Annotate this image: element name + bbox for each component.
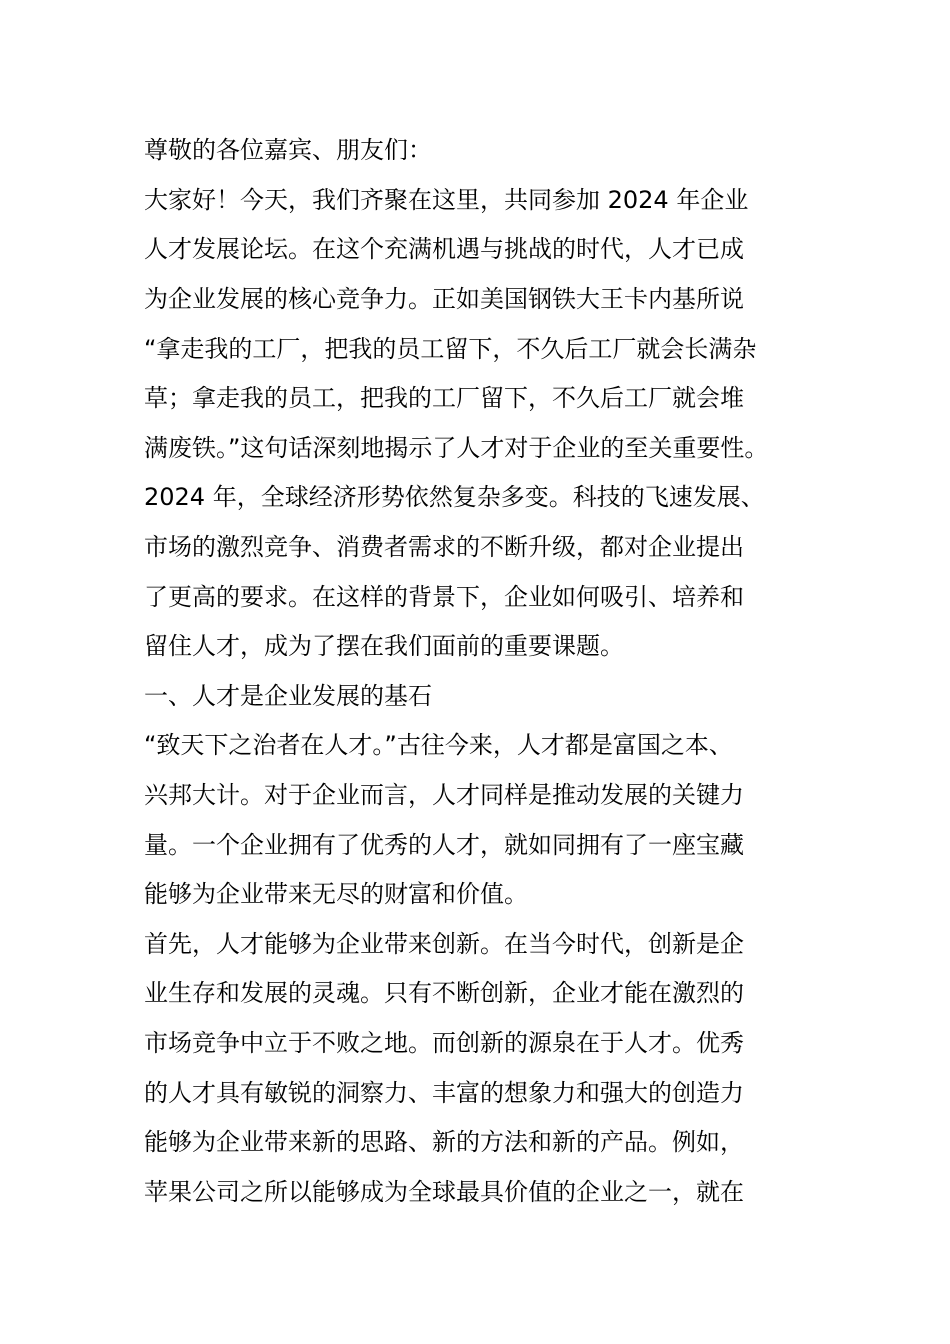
paragraph-line: 人才发展论坛。在这个充满机遇与挑战的时代，人才已成 xyxy=(144,235,744,263)
paragraph-line: 能够为企业带来新的思路、新的方法和新的产品。例如， xyxy=(144,1128,744,1156)
paragraph-line: 能够为企业带来无尽的财富和价值。 xyxy=(144,880,528,908)
paragraph-line: 苹果公司之所以能够成为全球最具价值的企业之一，就在 xyxy=(144,1178,744,1206)
paragraph-line: 了更高的要求。在这样的背景下，企业如何吸引、培养和 xyxy=(144,583,744,611)
paragraph-line: “致天下之治者在人才。”古往今来，人才都是富国之本、 xyxy=(144,731,733,759)
paragraph-line: 草；拿走我的员工，把我的工厂留下，不久后工厂就会堆 xyxy=(144,384,744,412)
paragraph-line: 留住人才，成为了摆在我们面前的重要课题。 xyxy=(144,632,624,660)
paragraph-line: 量。一个企业拥有了优秀的人才，就如同拥有了一座宝藏 xyxy=(144,831,744,859)
paragraph-line: 2024 年，全球经济形势依然复杂多变。科技的飞速发展、 xyxy=(144,483,765,511)
paragraph-line: 首先，人才能够为企业带来创新。在当今时代，创新是企 xyxy=(144,930,744,958)
section-heading: 一、人才是企业发展的基石 xyxy=(144,682,432,710)
paragraph-line: 为企业发展的核心竞争力。正如美国钢铁大王卡内基所说 xyxy=(144,285,744,313)
paragraph-line: 大家好！今天，我们齐聚在这里，共同参加 2024 年企业 xyxy=(144,186,749,214)
paragraph-line: 业生存和发展的灵魂。只有不断创新，企业才能在激烈的 xyxy=(144,979,744,1007)
paragraph-line: 市场的激烈竞争、消费者需求的不断升级，都对企业提出 xyxy=(144,533,744,561)
paragraph-line: 兴邦大计。对于企业而言，人才同样是推动发展的关键力 xyxy=(144,781,744,809)
paragraph-line: 的人才具有敏锐的洞察力、丰富的想象力和强大的创造力 xyxy=(144,1079,744,1107)
salutation: 尊敬的各位嘉宾、朋友们： xyxy=(144,136,432,164)
paragraph-line: “拿走我的工厂，把我的员工留下，不久后工厂就会长满杂 xyxy=(144,335,757,363)
paragraph-line: 满废铁。”这句话深刻地揭示了人才对于企业的至关重要性。 xyxy=(144,434,769,462)
paragraph-line: 市场竞争中立于不败之地。而创新的源泉在于人才。优秀 xyxy=(144,1029,744,1057)
